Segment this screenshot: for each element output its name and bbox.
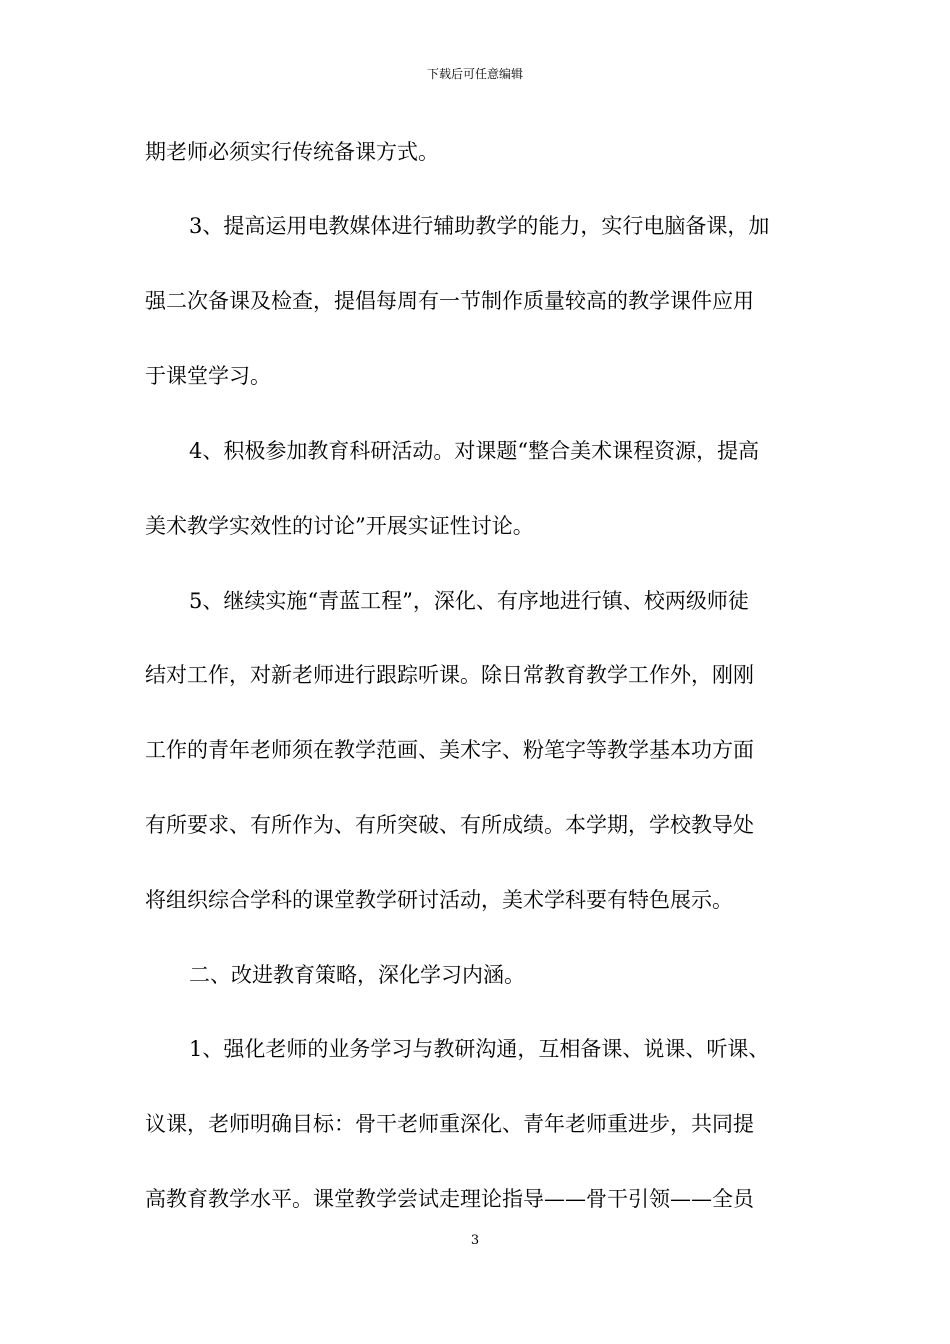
text-line: 1、强化老师的业务学习与教研沟通，互相备课、说课、听课、 — [189, 1037, 770, 1061]
text-line: 有所要求、有所作为、有所突破、有所成绩。本学期，学校教导处 — [145, 813, 754, 837]
text-line: 将组织综合学科的课堂教学研讨活动，美术学科要有特色展示。 — [145, 888, 733, 912]
text-line: 高教育教学水平。课堂教学尝试走理论指导——骨干引领——全员 — [145, 1187, 754, 1211]
text-line: 美术教学实效性的讨论”开展实证性讨论。 — [145, 514, 534, 538]
page-header: 下载后可任意编辑 — [426, 67, 523, 81]
text-line: 5、继续实施“青蓝工程”，深化、有序地进行镇、校两级师徒 — [189, 589, 749, 613]
text-line: 3、提高运用电教媒体进行辅助教学的能力，实行电脑备课，加 — [189, 214, 770, 238]
text-line: 工作的青年老师须在教学范画、美术字、粉笔字等教学基本功方面 — [145, 738, 754, 762]
text-line: 4、积极参加教育科研活动。对课题“整合美术课程资源，提高 — [189, 439, 760, 463]
text-line: 结对工作，对新老师进行跟踪听课。除日常教育教学工作外，刚刚 — [145, 663, 754, 687]
text-line: 强二次备课及检查，提倡每周有一节制作质量较高的教学课件应用 — [145, 289, 754, 313]
text-line: 期老师必须实行传统备课方式。 — [145, 140, 439, 164]
text-line: 议课，老师明确目标：骨干老师重深化、青年老师重进步，共同提 — [145, 1112, 754, 1136]
section-heading: 二、改进教育策略，深化学习内涵。 — [189, 963, 525, 987]
text-line: 于课堂学习。 — [145, 364, 271, 388]
page-number: 3 — [470, 1233, 480, 1248]
